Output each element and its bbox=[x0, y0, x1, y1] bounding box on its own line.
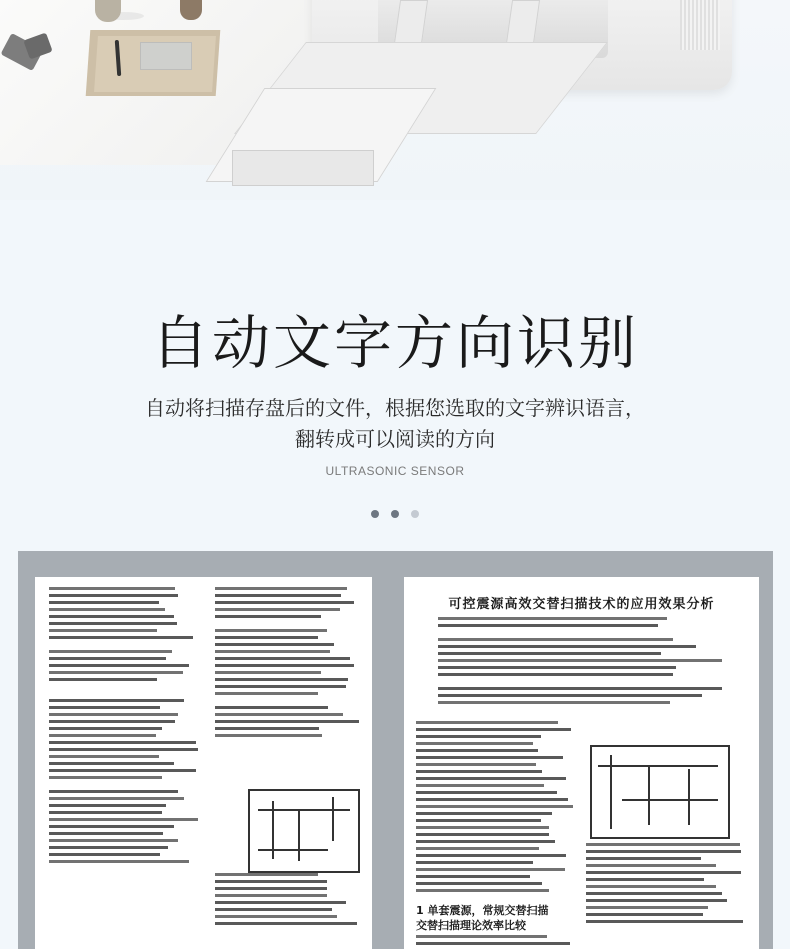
text-line bbox=[215, 608, 340, 611]
text-line bbox=[49, 664, 189, 667]
text-line bbox=[586, 864, 716, 867]
text-line bbox=[49, 706, 160, 709]
text-line bbox=[438, 673, 673, 676]
text-line bbox=[416, 833, 549, 836]
cup-decoration bbox=[95, 0, 121, 22]
text-line bbox=[49, 713, 178, 716]
text-line bbox=[49, 811, 162, 814]
text-line bbox=[416, 777, 566, 780]
text-line bbox=[215, 629, 327, 632]
text-line bbox=[416, 875, 530, 878]
scanner-vent bbox=[680, 0, 720, 50]
text-line bbox=[215, 636, 318, 639]
text-line bbox=[215, 880, 327, 883]
text-line bbox=[586, 857, 701, 860]
text-line bbox=[586, 843, 740, 846]
text-line bbox=[215, 922, 357, 925]
text-line bbox=[586, 850, 741, 853]
text-line bbox=[49, 797, 184, 800]
text-line bbox=[586, 878, 704, 881]
text-line bbox=[416, 721, 558, 724]
text-line bbox=[49, 769, 196, 772]
text-line bbox=[49, 615, 174, 618]
text-line bbox=[215, 727, 319, 730]
text-line bbox=[416, 756, 563, 759]
hero-product-image bbox=[0, 0, 790, 200]
text-line bbox=[49, 720, 175, 723]
text-line bbox=[49, 678, 157, 681]
text-line bbox=[49, 741, 196, 744]
text-line bbox=[215, 713, 343, 716]
document-text-block bbox=[586, 843, 746, 927]
text-line bbox=[438, 680, 682, 683]
text-line bbox=[416, 826, 549, 829]
carousel-dot-3[interactable] bbox=[411, 510, 419, 518]
text-line bbox=[586, 913, 703, 916]
text-line bbox=[49, 755, 159, 758]
text-line bbox=[416, 763, 536, 766]
text-line bbox=[438, 652, 661, 655]
carousel-dot-2[interactable] bbox=[391, 510, 399, 518]
text-line bbox=[416, 847, 539, 850]
text-line bbox=[586, 885, 716, 888]
description-line-2: 翻转成可以阅读的方向 bbox=[295, 427, 495, 451]
description-line-1: 自动将扫描存盘后的文件，根据您选取的文字辨识语言， bbox=[145, 396, 645, 420]
page-title: 自动文字方向识别 bbox=[150, 309, 639, 377]
section-heading: 1 单套震源，常规交替扫描 交替扫描理论效率比较 bbox=[416, 904, 549, 932]
carousel-indicator bbox=[0, 510, 790, 518]
text-line bbox=[49, 643, 180, 646]
text-line bbox=[49, 594, 178, 597]
text-line bbox=[416, 935, 547, 938]
text-line bbox=[438, 694, 702, 697]
text-line bbox=[215, 887, 327, 890]
document-figure bbox=[248, 789, 360, 873]
text-line bbox=[49, 699, 184, 702]
paper-title: 可控震源高效交替扫描技术的应用效果分析 bbox=[448, 597, 715, 612]
rotated-document-page bbox=[35, 577, 372, 949]
text-line bbox=[49, 832, 163, 835]
cup-decoration bbox=[180, 0, 202, 20]
text-line bbox=[49, 727, 162, 730]
text-line bbox=[215, 706, 328, 709]
corrected-document-page bbox=[404, 577, 759, 949]
text-line bbox=[416, 735, 541, 738]
text-line bbox=[416, 784, 544, 787]
text-line bbox=[215, 692, 318, 695]
text-line bbox=[586, 899, 727, 902]
document-text-block bbox=[215, 873, 360, 929]
document-comparison-panel bbox=[18, 551, 773, 949]
text-line bbox=[49, 804, 166, 807]
text-line bbox=[416, 819, 541, 822]
carousel-dot-1[interactable] bbox=[371, 510, 379, 518]
text-line bbox=[416, 805, 573, 808]
text-line bbox=[49, 825, 174, 828]
text-line bbox=[215, 699, 330, 702]
text-line bbox=[438, 701, 670, 704]
text-line bbox=[215, 643, 334, 646]
text-line bbox=[49, 734, 156, 737]
text-line bbox=[438, 617, 667, 620]
text-line bbox=[49, 860, 189, 863]
document-text-block bbox=[215, 587, 360, 741]
text-line bbox=[49, 762, 174, 765]
text-line bbox=[49, 685, 175, 688]
text-line bbox=[438, 687, 722, 690]
text-line bbox=[215, 908, 332, 911]
text-line bbox=[215, 720, 359, 723]
text-line bbox=[416, 840, 555, 843]
text-line bbox=[215, 685, 346, 688]
text-line bbox=[416, 889, 549, 892]
text-line bbox=[215, 915, 337, 918]
text-line bbox=[49, 622, 177, 625]
text-line bbox=[215, 894, 327, 897]
text-line bbox=[49, 692, 165, 695]
text-line bbox=[49, 587, 175, 590]
text-line bbox=[215, 594, 341, 597]
text-line bbox=[215, 587, 347, 590]
text-line bbox=[49, 853, 160, 856]
text-line bbox=[438, 659, 722, 662]
text-line bbox=[416, 791, 557, 794]
text-line bbox=[49, 839, 178, 842]
document-text-block bbox=[49, 587, 199, 867]
text-line bbox=[49, 629, 157, 632]
text-line bbox=[438, 638, 673, 641]
text-line bbox=[416, 728, 571, 731]
text-line bbox=[49, 790, 178, 793]
text-line bbox=[586, 906, 708, 909]
feature-description bbox=[0, 393, 790, 455]
document-header-block bbox=[438, 617, 728, 708]
text-line bbox=[416, 882, 542, 885]
text-line bbox=[215, 664, 354, 667]
text-line bbox=[215, 615, 321, 618]
text-line bbox=[416, 868, 565, 871]
text-line bbox=[49, 818, 198, 821]
text-line bbox=[215, 678, 348, 681]
text-line bbox=[416, 812, 552, 815]
text-line bbox=[416, 942, 570, 945]
text-line bbox=[438, 631, 722, 634]
scanner-tray-stopper bbox=[232, 150, 374, 186]
text-line bbox=[438, 624, 658, 627]
text-line bbox=[586, 892, 722, 895]
text-line bbox=[49, 783, 172, 786]
document-text-block bbox=[416, 935, 576, 949]
text-line bbox=[416, 770, 542, 773]
text-line bbox=[586, 871, 741, 874]
document-figure bbox=[590, 745, 730, 839]
text-line bbox=[215, 901, 346, 904]
text-line bbox=[215, 671, 321, 674]
text-line bbox=[49, 748, 198, 751]
text-line bbox=[438, 666, 676, 669]
text-line bbox=[49, 776, 162, 779]
text-line bbox=[49, 671, 183, 674]
text-line bbox=[215, 734, 322, 737]
text-line bbox=[586, 920, 743, 923]
document-text-block bbox=[416, 721, 576, 896]
text-line bbox=[215, 657, 350, 660]
text-line bbox=[416, 798, 568, 801]
text-line bbox=[215, 650, 330, 653]
text-line bbox=[49, 608, 165, 611]
text-line bbox=[49, 601, 159, 604]
text-line bbox=[438, 645, 696, 648]
card-decoration bbox=[140, 42, 192, 70]
text-line bbox=[49, 636, 193, 639]
text-line bbox=[416, 854, 566, 857]
text-line bbox=[416, 861, 533, 864]
english-subtitle: ULTRASONIC SENSOR bbox=[325, 464, 465, 478]
text-line bbox=[49, 657, 166, 660]
text-line bbox=[416, 742, 533, 745]
text-line bbox=[416, 749, 538, 752]
text-line bbox=[215, 601, 354, 604]
text-line bbox=[49, 846, 168, 849]
text-line bbox=[215, 873, 318, 876]
text-line bbox=[49, 650, 172, 653]
text-line bbox=[215, 622, 354, 625]
